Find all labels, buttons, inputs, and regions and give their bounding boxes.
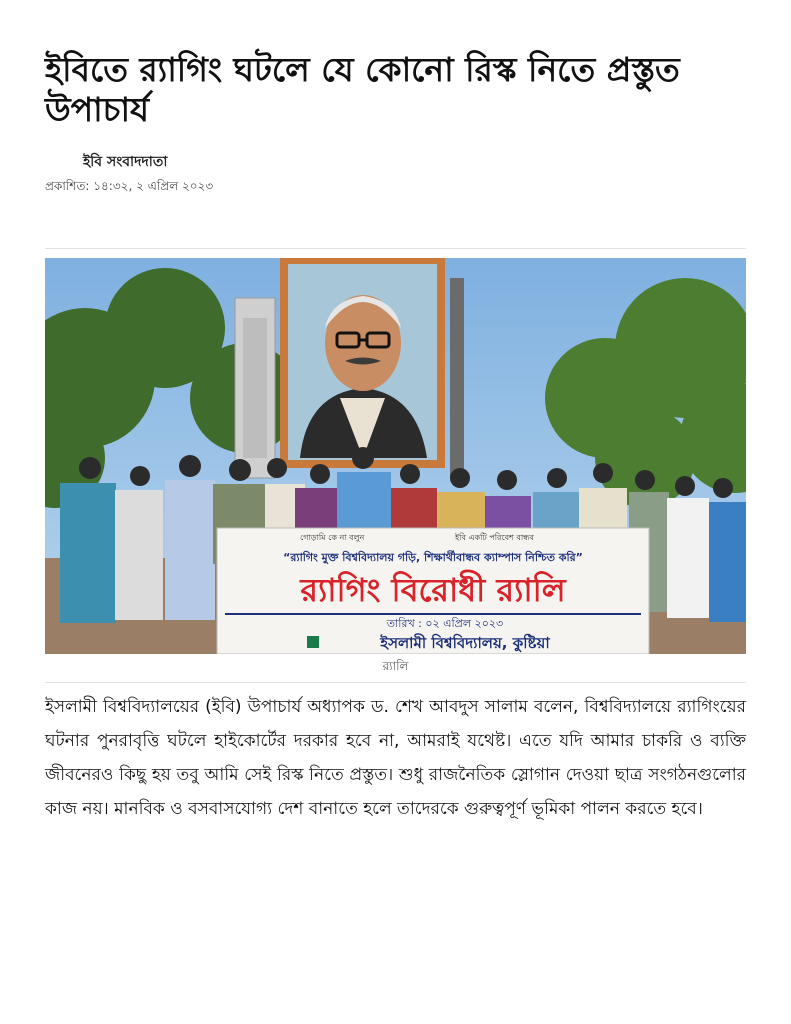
university-logo-icon [307,636,319,648]
rally-banner [217,528,649,654]
article-photo [45,258,746,654]
banner-top-left: গোড়ামি কে না বলুন [300,533,365,542]
banner-title: র‍্যাগিং বিরোধী র‍্যালি [300,571,566,609]
banner-top-right: ইবি একটি পরিবেশ বান্ধব [455,533,534,542]
author-byline[interactable]: ইবি সংবাদদাতা [83,154,168,170]
banner-org: ইসলামী বিশ্ববিদ্যালয়, কুষ্টিয়া [380,634,550,652]
banner-slogan: “র‍্যাগিং মুক্ত বিশ্ববিদ্যালয় গড়ি, শিক্ষার্থীবান্ধব ক্যাম্পাস নিশ্চিত করি” [283,551,583,564]
banner-date: তারিখ : ০২ এপ্রিল ২০২৩ [386,617,504,630]
divider [45,682,746,683]
article-body: ইসলামী বিশ্ববিদ্যালয়ের (ইবি) উপাচার্য অধ্যাপক ড. শেখ আবদুস সালাম বলেন, বিশ্ববিদ্যালয়ে র‍্যাগিংয়ের ঘটনার পুনরাবৃত্তি ঘটলে হাইকোর্টের দরকার হবে না, আমরাই যথেষ্ট। এতে যদি আমার চাকরি ও ব্যক্তি জীবনেরও কিছু হয় তবু আমি সেই রিস্ক নিতে প্রস্তুত। শুধু রাজনৈতিক স্লোগান দেওয়া ছাত্র সংগঠনগুলোর কাজ নয়। মানবিক ও বসবাসযোগ্য দেশ বানাতে হলে তাদেরকে গুরুত্বপূর্ণ ভূমিকা পালন করতে হবে। [45,697,746,819]
photo-caption: র‍্যালি [382,659,409,673]
article-headline: ইবিতে র‍্যাগিং ঘটলে যে কোনো রিস্ক নিতে প্রস্তুত উপাচার্য [45,50,680,129]
published-timestamp: প্রকাশিত: ১৪:৩২, ২ এপ্রিল ২০২৩ [45,179,214,193]
divider [45,248,746,249]
